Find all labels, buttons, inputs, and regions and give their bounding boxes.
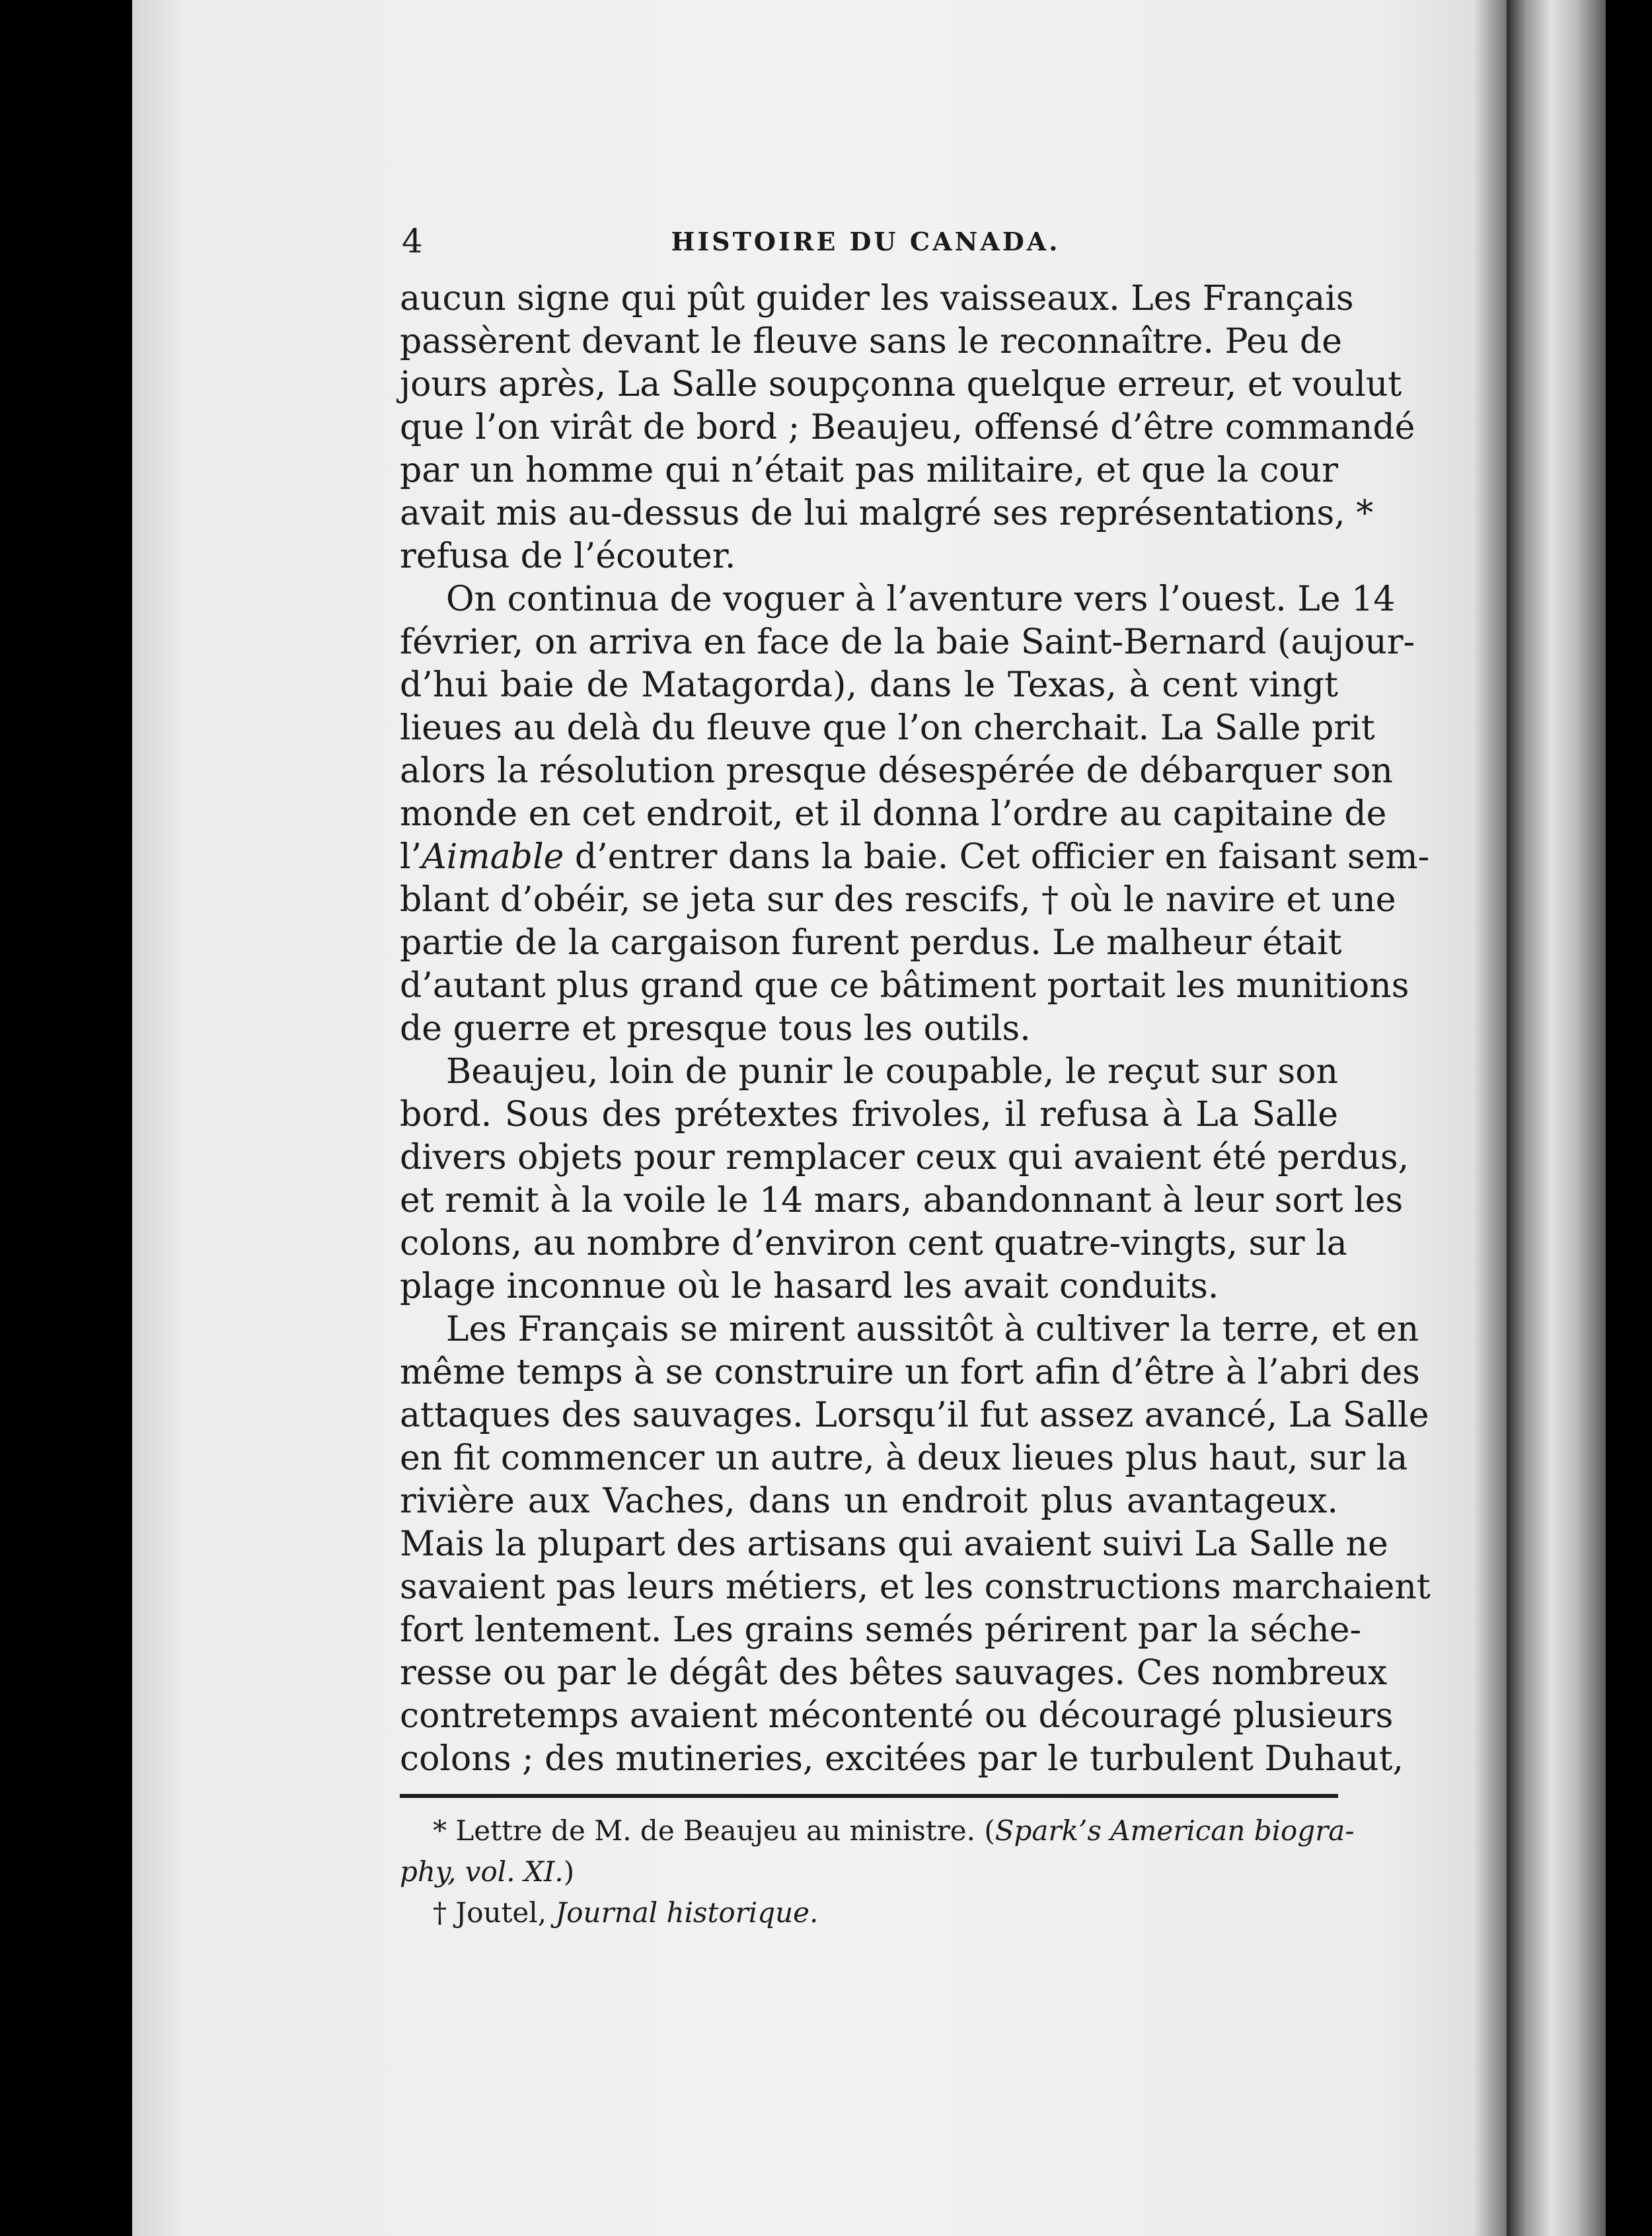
footnote-1-source-continued: phy, vol. XI.: [400, 1855, 564, 1888]
text-line: plage inconnue où le hasard les avait conduits.: [400, 1267, 1219, 1306]
text-line: Beaujeu, loin de punir le coupable, le reçut sur son: [446, 1052, 1338, 1092]
page-number: 4: [402, 222, 423, 260]
text-line: monde en cet endroit, et il donna l’ordre au capitaine de: [400, 794, 1387, 834]
footnote-1-source: Spark’s American biogra-: [995, 1814, 1355, 1847]
text-line: attaques des sauvages. Lorsqu’il fut assez avancé, La Salle: [400, 1396, 1429, 1435]
text-line: lieues au delà du fleuve que l’on cherchait. La Salle prit: [400, 708, 1375, 748]
running-head: [396, 218, 1335, 271]
text-line: bord. Sous des prétextes frivoles, il refusa à La Salle: [400, 1095, 1338, 1135]
text-line-mixed: [400, 836, 1430, 879]
text-line: que l’on virât de bord ; Beaujeu, offensé d’être commandé: [400, 408, 1415, 447]
text-line: alors la résolution presque désespérée de débarquer son: [400, 751, 1393, 791]
footnote-2-text: Joutel,: [447, 1896, 556, 1929]
text-line: contretemps avaient mécontenté ou découragé plusieurs: [400, 1696, 1394, 1736]
footnotes: [400, 1810, 1355, 1933]
text-line: avait mis au-dessus de lui malgré ses représentations, *: [400, 494, 1374, 533]
text-line: même temps à se construire un fort afin d’être à l’abri des: [400, 1353, 1420, 1392]
text-line: resse ou par le dégât des bêtes sauvages. Ces nombreux: [400, 1653, 1388, 1693]
text-line: rivière aux Vaches, dans un endroit plus avantageux.: [400, 1481, 1338, 1521]
text-line: par un homme qui n’était pas militaire, et que la cour: [400, 451, 1338, 490]
text-line: et remit à la voile le 14 mars, abandonnant à leur sort les: [400, 1181, 1404, 1220]
text-line: de guerre et presque tous les outils.: [400, 1009, 1031, 1049]
text-line: d’autant plus grand que ce bâtiment portait les munitions: [400, 966, 1409, 1006]
footnote-1-marker: *: [433, 1814, 447, 1847]
footnote-2-source: Journal historique.: [555, 1896, 819, 1929]
footnote-1-continued: [400, 1851, 1338, 1892]
text-line: On continua de voguer à l’aventure vers l’ouest. Le 14: [446, 579, 1396, 619]
text-line: Les Français se mirent aussitôt à cultiver la terre, et en: [446, 1310, 1419, 1349]
text-line: février, on arriva en face de la baie Saint-Bernard (aujour-: [400, 622, 1415, 662]
text-line: refusa de l’écouter.: [400, 537, 736, 576]
text-line: colons, au nombre d’environ cent quatre-vingts, sur la: [400, 1224, 1347, 1263]
footnote-1: [400, 1810, 1355, 1851]
ship-name-italic: Aimable: [422, 837, 564, 877]
text-line: divers objets pour remplacer ceux qui avaient été perdus,: [400, 1138, 1409, 1177]
footnote-1-text: Lettre de M. de Beaujeu au ministre. (: [447, 1814, 995, 1847]
text-line: savaient pas leurs métiers, et les constructions marchaient: [400, 1567, 1431, 1607]
text-fragment: l’: [400, 837, 422, 877]
footnote-rule: [400, 1794, 1338, 1798]
footnote-2: [400, 1892, 1338, 1933]
text-line: d’hui baie de Matagorda), dans le Texas, à cent vingt: [400, 665, 1338, 705]
body-text: [400, 278, 1431, 1781]
text-line: en fit commencer un autre, à deux lieues plus haut, sur la: [400, 1438, 1408, 1478]
text-line: blant d’obéir, se jeta sur des rescifs, † où le navire et une: [400, 880, 1396, 920]
text-line: aucun signe qui pût guider les vaisseaux. Les Français: [400, 279, 1354, 318]
footnote-2-marker: †: [433, 1896, 447, 1929]
text-line: jours après, La Salle soupçonna quelque erreur, et voulut: [400, 365, 1402, 404]
footnote-1-close: ): [563, 1855, 575, 1888]
text-line: Mais la plupart des artisans qui avaient suivi La Salle ne: [400, 1524, 1388, 1564]
text-line: fort lentement. Les grains semés périrent par la séche-: [400, 1610, 1362, 1650]
page-header-title: HISTOIRE DU CANADA.: [671, 227, 1061, 256]
text-line: partie de la cargaison furent perdus. Le malheur était: [400, 923, 1342, 963]
text-line: colons ; des mutineries, excitées par le turbulent Duhaut,: [400, 1739, 1404, 1779]
text-fragment: d’entrer dans la baie. Cet officier en faisant sem-: [564, 837, 1430, 877]
book-edge: [1507, 0, 1606, 2236]
text-line: passèrent devant le fleuve sans le reconnaître. Peu de: [400, 322, 1342, 361]
